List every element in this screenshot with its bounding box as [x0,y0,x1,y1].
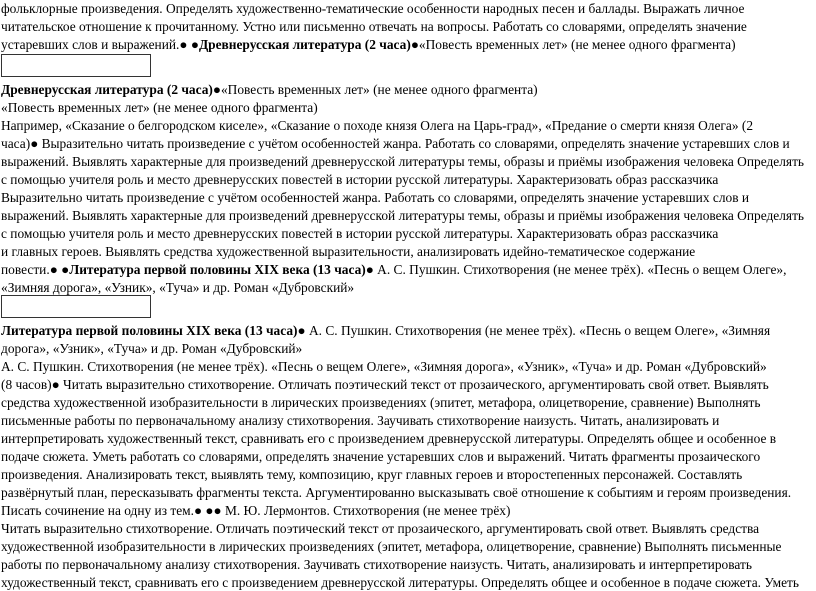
empty-table-cell [1,54,151,77]
text-run: часа)● Выразительно читать произведение с учётом особенностей жанра. Работать со словарями, определять значение устаревших слов и [1,136,790,151]
text-run: работы по первоначальному анализу стихотворения. Заучивать стихотворение наизусть. Читать, анализировать и интерпретировать [1,557,752,572]
text-run: с помощью учителя роль и место древнерусских повестей в истории русской литературы. Характеризовать образ рассказчика [1,226,719,241]
text-run: фольклорные произведения. Определять художественно-тематические особенности народных песен и баллады. Выражать личное [1,1,745,16]
text-run: повести.● ● [1,262,70,277]
text-line [1,171,718,188]
text-run: «Повесть временных лет» (не менее одного фрагмента) [1,100,318,115]
text-line [1,520,759,537]
text-run: «Зимняя дорога», «Узник», «Туча» и др. Роман «Дубровский» [1,280,355,295]
text-line [1,466,742,483]
text-line [1,448,760,465]
text-line [1,189,749,206]
text-line [1,36,736,53]
text-run: подаче сюжета. Уметь работать со словарями, определять значение устаревших слов и выражений. Читать фрагменты прозаического [1,449,761,464]
section-heading: Древнерусская литература (2 часа) [1,82,213,97]
text-run: произведения. Анализировать текст, выявлять тему, композицию, круг главных героев и второстепенных персонажей. Составлять [1,467,743,482]
text-line [1,225,718,242]
text-line [1,0,744,17]
text-run: развёрнутый план, пересказывать фрагменты текста. Аргументированно высказывать своё отношение к событиям и героям произведения. [1,485,792,500]
text-run: средства художественной изобразительности в лирических произведениях (эпитет, метафора, олицетворение, сравнение) Выполнять [1,395,761,410]
text-run: письменные работы по первоначальному анализу стихотворения. Заучивать стихотворение наизусть. Читать, анализировать и [1,413,720,428]
text-line [1,153,804,170]
text-run: с помощью учителя роль и место древнерусских повестей в истории русской литературы. Характеризовать образ рассказчика [1,172,719,187]
text-line [1,484,791,501]
text-line [1,243,695,260]
text-line [1,412,719,429]
text-run: (8 часов)● Читать выразительно стихотворение. Отличать поэтический текст от прозаического, аргументировать свой ответ. Выявлять [1,377,769,392]
text-line [1,18,747,35]
text-line [1,574,799,591]
text-run: художественный текст, сравнивать его с произведением древнерусской литературы. Определять общее и особенное в подаче сюжета. Уметь [1,575,800,590]
text-run: ●«Повесть временных лет» (не менее одного фрагмента) [410,37,736,52]
text-run: Например, «Сказание о белгородском киселе», «Сказание о походе князя Олега на Царь-град», «Предание о смерти князя Олега» (2 [1,118,754,133]
text-line [1,99,318,116]
text-line [1,135,790,152]
text-run: и главных героев. Выявлять средства художественной выразительности, анализировать идейно-тематическое содержание [1,244,696,259]
text-line [1,340,302,357]
text-line [1,322,770,339]
text-line [1,81,538,98]
section-heading: Литература первой половины XIX века (13 часа) [1,323,298,338]
text-run: устаревших слов и выражений.● ● [1,37,199,52]
text-line [1,261,786,278]
text-run: интерпретировать художественный текст, сравнивать его с произведением древнерусской литературы. Определять общее и особенное в [1,431,777,446]
text-line [1,207,804,224]
text-line [1,358,767,375]
empty-table-cell [1,295,151,318]
text-run: дорога», «Узник», «Туча» и др. Роман «Дубровский» [1,341,303,356]
text-run: Выразительно читать произведение с учётом особенностей жанра. Работать со словарями, определять значение устаревших слов и [1,190,750,205]
text-line [1,117,753,134]
text-run: выражений. Выявлять характерные для произведений древнерусской литературы темы, образы и приёмы изображения человека Определять [1,154,805,169]
text-line [1,376,769,393]
text-run: А. С. Пушкин. Стихотворения (не менее трёх). «Песнь о вещем Олеге», «Зимняя дорога», «Узник», «Туча» и др. Роман «Дубровский» [1,359,767,374]
text-line [1,430,776,447]
text-run: художественной изобразительности в лирических произведениях (эпитет, метафора, олицетворение, сравнение) Выполнять письменные [1,539,782,554]
text-line [1,502,510,519]
text-line [1,556,752,573]
text-run: Читать выразительно стихотворение. Отличать поэтический текст от прозаического, аргументировать свой ответ. Выявлять средства [1,521,760,536]
text-run: ● А. С. Пушкин. Стихотворения (не менее трёх). «Песнь о вещем Олеге», [365,262,787,277]
text-line [1,279,354,296]
section-heading: Древнерусская литература (2 часа) [198,37,411,52]
text-run: ●«Повесть временных лет» (не менее одного фрагмента) [212,82,538,97]
text-run: читательское отношение к прочитанному. Устно или письменно отвечать на вопросы. Работать со словарями, определять значение [1,19,747,34]
section-heading: Литература первой половины XIX века (13 часа) [69,262,366,277]
text-line [1,394,760,411]
text-run: ● А. С. Пушкин. Стихотворения (не менее трёх). «Песнь о вещем Олеге», «Зимняя [297,323,771,338]
text-line [1,538,781,555]
text-run: выражений. Выявлять характерные для произведений древнерусской литературы темы, образы и приёмы изображения человека Определять [1,208,805,223]
text-run: Писать сочинение на одну из тем.● ●● М. Ю. Лермонтов. Стихотворения (не менее трёх) [1,503,511,518]
